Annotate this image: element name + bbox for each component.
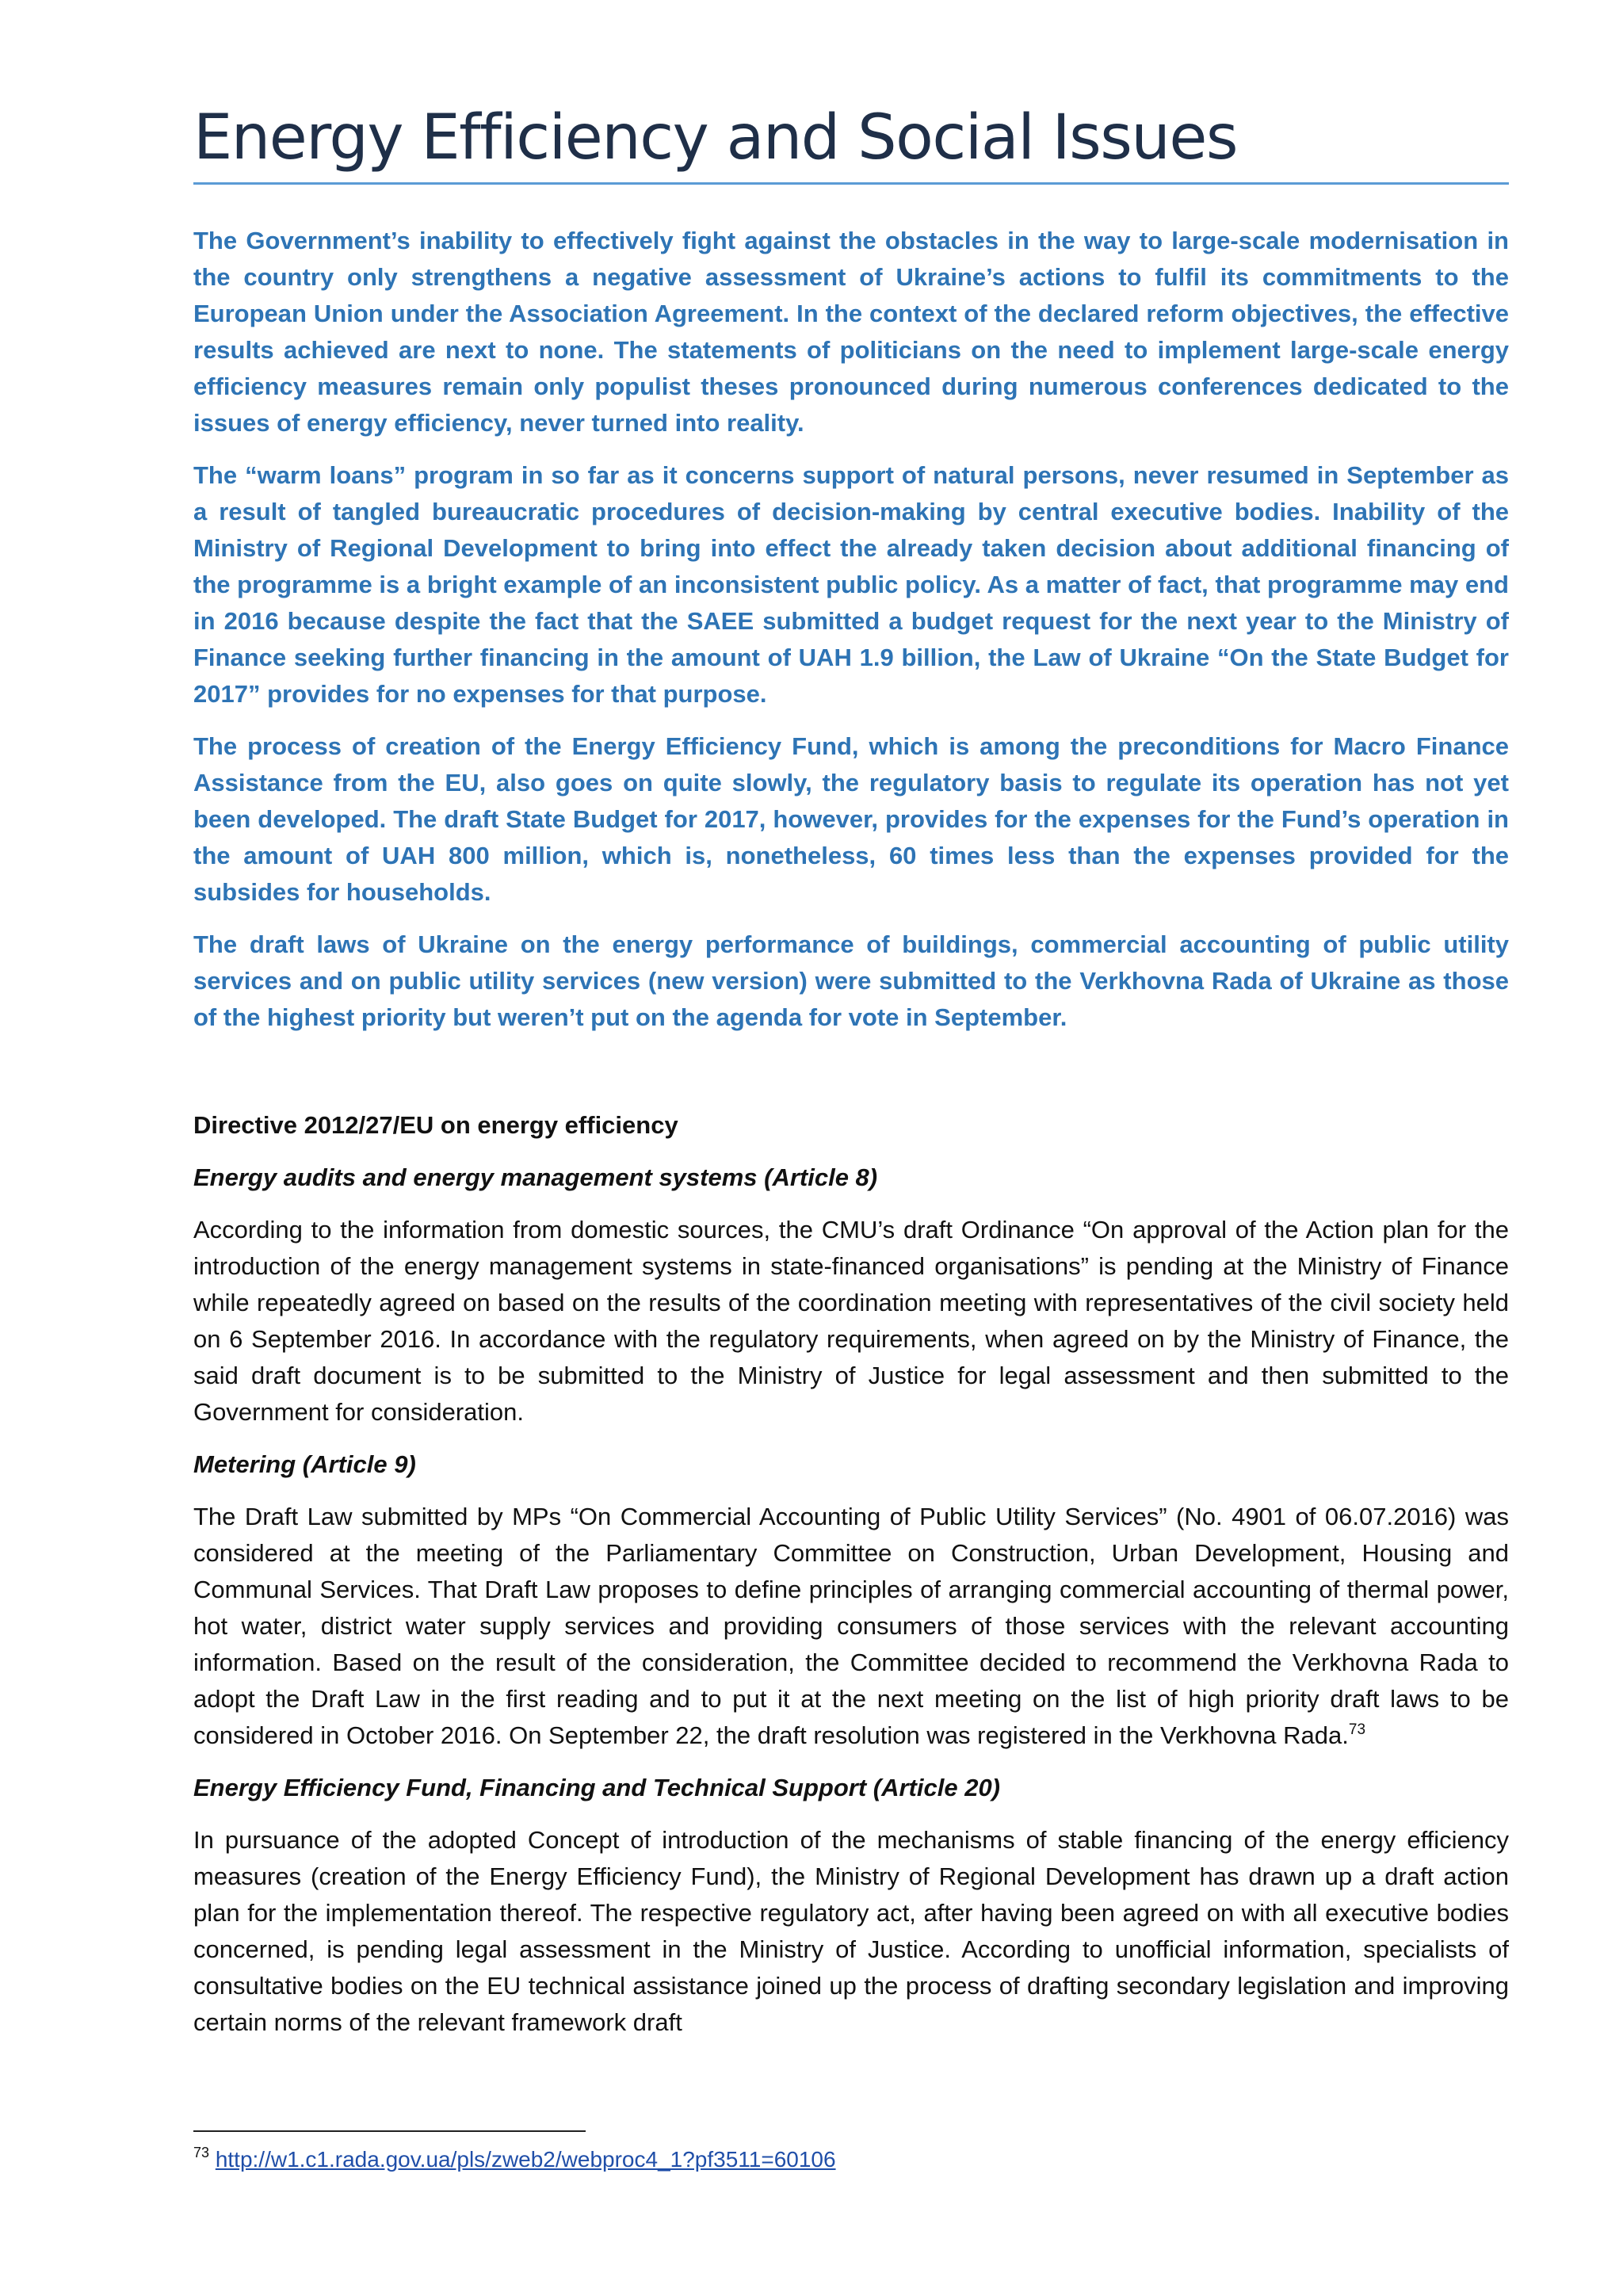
- intro-paragraph: The draft laws of Ukraine on the energy performance of buildings, commercial accounting of public utility services and on public utility services (new version) were submitted to the Verkhovna Rada of Ukraine as those of the highest priority but weren’t put on the agenda for vote in September.: [193, 930, 1509, 1031]
- article8-text: According to the information from domestic sources, the CMU’s draft Ordinance “On approval of the Action plan for the introduction of the energy management systems in state-financed organisations” is pending at the Ministry of Finance while repeatedly agreed on based on the results of the coordination meeting with representatives of the civil society held on 6 September 2016. In accordance with the regulatory requirements, when agreed on by the Ministry of Finance, the said draft document is to be submitted to the Ministry of Justice for legal assessment and then submitted to the Government for consideration.: [193, 1215, 1509, 1426]
- intro-paragraph: The process of creation of the Energy Efficiency Fund, which is among the preconditions for Macro Finance Assistance from the EU, also goes on quite slowly, the regulatory basis to regulate its operation has not yet been developed. The draft State Budget for 2017, however, provides for the expenses for the Fund’s operation in the amount of UAH 800 million, which is, nonetheless, 60 times less than the expenses provided for the subsides for households.: [193, 732, 1509, 906]
- directive-section: [193, 1107, 1509, 2041]
- footnote: [193, 2144, 836, 2176]
- intro-summary: [193, 223, 1509, 1036]
- article9-heading: Metering (Article 9): [193, 1450, 416, 1478]
- article20-heading: Energy Efficiency Fund, Financing and Technical Support (Article 20): [193, 1773, 1001, 1801]
- article9-paragraph: [193, 1499, 1509, 1754]
- footnote-link[interactable]: http://w1.c1.rada.gov.ua/pls/zweb2/webproc4_1?pf3511=60106: [215, 2147, 836, 2172]
- article9-text: The Draft Law submitted by MPs “On Commercial Accounting of Public Utility Services” (No. 4901 of 06.07.2016) was considered at the meeting of the Parliamentary Committee on Construction, Urban Development, Housing and Communal Services. That Draft Law proposes to define principles of arranging commercial accounting of thermal power, hot water, district water supply services and providing consumers of those services with the relevant accounting information. Based on the result of the consideration, the Committee decided to recommend the Verkhovna Rada to adopt the Draft Law in the first reading and to put it at the next meeting on the list of high priority draft laws to be considered in October 2016. On September 22, the draft resolution was registered in the Verkhovna Rada.: [193, 1502, 1509, 1749]
- page-title: Energy Efficiency and Social Issues: [193, 103, 1509, 185]
- page-content: [193, 103, 1509, 2057]
- directive-heading: Directive 2012/27/EU on energy efficiency: [193, 1110, 678, 1139]
- article8-heading: Energy audits and energy management systems (Article 8): [193, 1163, 878, 1191]
- intro-paragraph: The Government’s inability to effectively fight against the obstacles in the way to large-scale modernisation in the country only strengthens a negative assessment of Ukraine’s actions to fulfil its commitments to the European Union under the Association Agreement. In the context of the declared reform objectives, the effective results achieved are next to none. The statements of politicians on the need to implement large-scale energy efficiency measures remain only populist theses pronounced during numerous conferences dedicated to the issues of energy efficiency, never turned into reality.: [193, 226, 1509, 437]
- intro-paragraph: The “warm loans” program in so far as it concerns support of natural persons, never resumed in September as a result of tangled bureaucratic procedures of decision-making by central executive bodies. Inability of the Ministry of Regional Development to bring into effect the already taken decision about additional financing of the programme is a bright example of an inconsistent public policy. As a matter of fact, that programme may end in 2016 because despite the fact that the SAEE submitted a budget request for the next year to the Ministry of Finance seeking further financing in the amount of UAH 1.9 billion, the Law of Ukraine “On the State Budget for 2017” provides for no expenses for that purpose.: [193, 460, 1509, 708]
- footnote-divider: [193, 2130, 586, 2132]
- footnote-number: 73: [193, 2145, 210, 2160]
- footnote-reference[interactable]: 73: [1348, 1721, 1366, 1738]
- article20-text: In pursuance of the adopted Concept of introduction of the mechanisms of stable financing of the energy efficiency measures (creation of the Energy Efficiency Fund), the Ministry of Regional Development has drawn up a draft action plan for the implementation thereof. The respective regulatory act, after having been agreed on with all executive bodies concerned, is pending legal assessment in the Ministry of Justice. According to unofficial information, specialists of consultative bodies on the EU technical assistance joined up the process of drafting secondary legislation and improving certain norms of the relevant framework draft: [193, 1825, 1509, 2036]
